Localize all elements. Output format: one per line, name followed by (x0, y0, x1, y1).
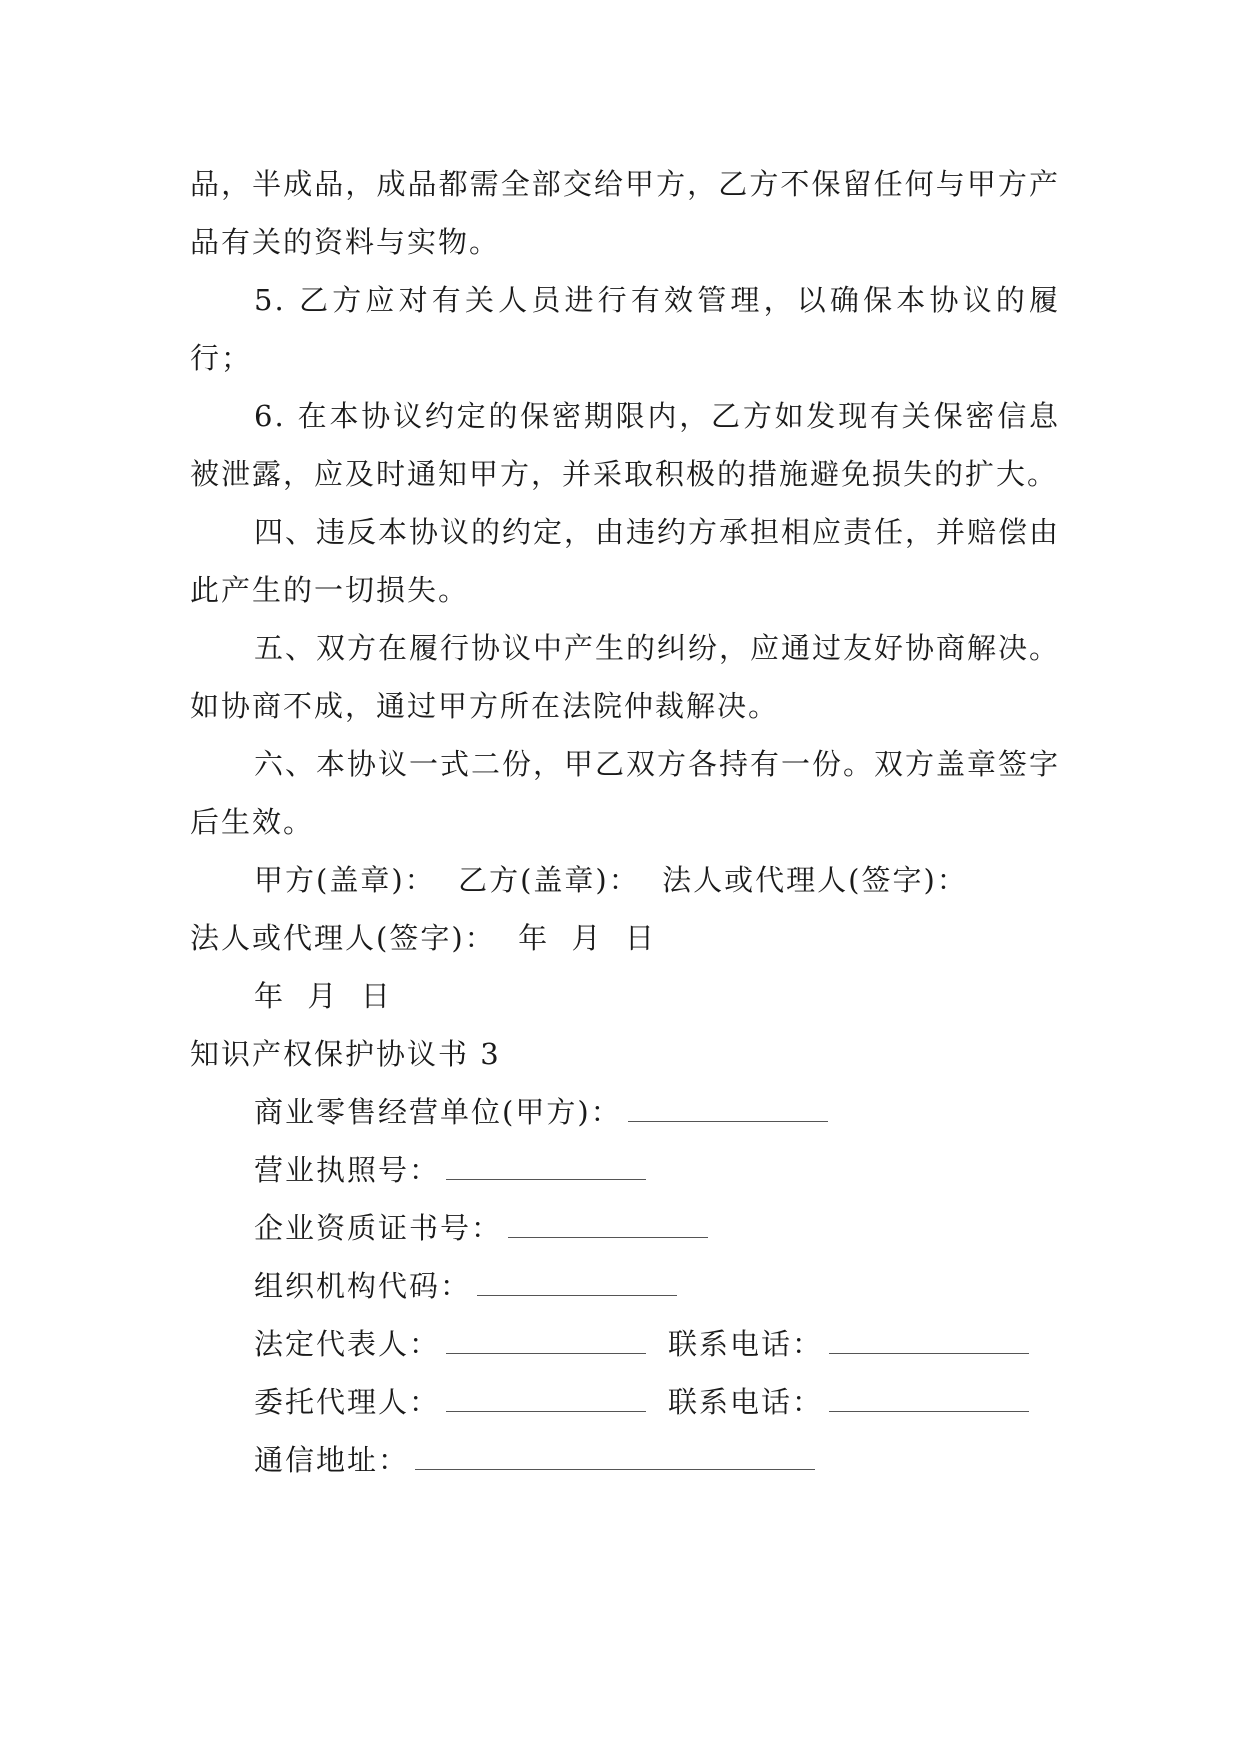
blank-retail-unit[interactable] (628, 1095, 828, 1122)
field-org-code (190, 1257, 1060, 1315)
field-legal-rep (190, 1315, 1060, 1373)
blank-org-code[interactable] (477, 1269, 677, 1296)
field-license-no (190, 1141, 1060, 1199)
paragraph-clause-6: 6. 在本协议约定的保密期限内，乙方如发现有关保密信息被泄露，应及时通知甲方，并采取积极的措施避免损失的扩大。 (190, 399, 1060, 491)
blank-license-no[interactable] (446, 1153, 646, 1180)
signature-line-2: 法人或代理人(签字)： 年 月 日 (190, 921, 656, 955)
field-label-retail-unit: 商业零售经营单位(甲方)： (254, 1095, 622, 1129)
document-body (190, 155, 1060, 1489)
field-label-license-no: 营业执照号： (254, 1153, 441, 1187)
field-label-legal-rep: 法定代表人： (254, 1327, 441, 1361)
paragraph-materials: 品，半成品，成品都需全部交给甲方，乙方不保留任何与甲方产品有关的资料与实物。 (190, 167, 1060, 259)
blank-qualification-no[interactable] (508, 1211, 708, 1238)
section-title: 知识产权保护协议书 3 (190, 1037, 501, 1071)
field-label-qualification-no: 企业资质证书号： (254, 1211, 503, 1245)
field-label-phone-2: 联系电话： (668, 1385, 824, 1419)
blank-address[interactable] (415, 1443, 815, 1470)
field-label-phone-1: 联系电话： (668, 1327, 824, 1361)
paragraph-section-4: 四、违反本协议的约定，由违约方承担相应责任，并赔偿由此产生的一切损失。 (190, 515, 1061, 607)
paragraph-section-6: 六、本协议一式二份，甲乙双方各持有一份。双方盖章签字后生效。 (190, 747, 1061, 839)
blank-phone-1[interactable] (829, 1327, 1029, 1354)
blank-legal-rep[interactable] (446, 1327, 646, 1354)
field-label-agent: 委托代理人： (254, 1385, 441, 1419)
paragraph-clause-5: 5. 乙方应对有关人员进行有效管理，以确保本协议的履行； (190, 283, 1060, 375)
field-retail-unit (190, 1083, 1060, 1141)
signature-line-1: 甲方(盖章)： 乙方(盖章)： 法人或代理人(签字)： (254, 863, 968, 897)
paragraph-section-5: 五、双方在履行协议中产生的纠纷，应通过友好协商解决。如协商不成，通过甲方所在法院仲裁解决。 (190, 631, 1061, 723)
field-label-address: 通信地址： (254, 1443, 410, 1477)
blank-agent[interactable] (446, 1385, 646, 1412)
field-qualification-no (190, 1199, 1060, 1257)
field-agent (190, 1373, 1060, 1431)
field-address (190, 1431, 1060, 1489)
field-label-org-code: 组织机构代码： (254, 1269, 472, 1303)
date-line: 年 月 日 (254, 979, 392, 1013)
blank-phone-2[interactable] (829, 1385, 1029, 1412)
